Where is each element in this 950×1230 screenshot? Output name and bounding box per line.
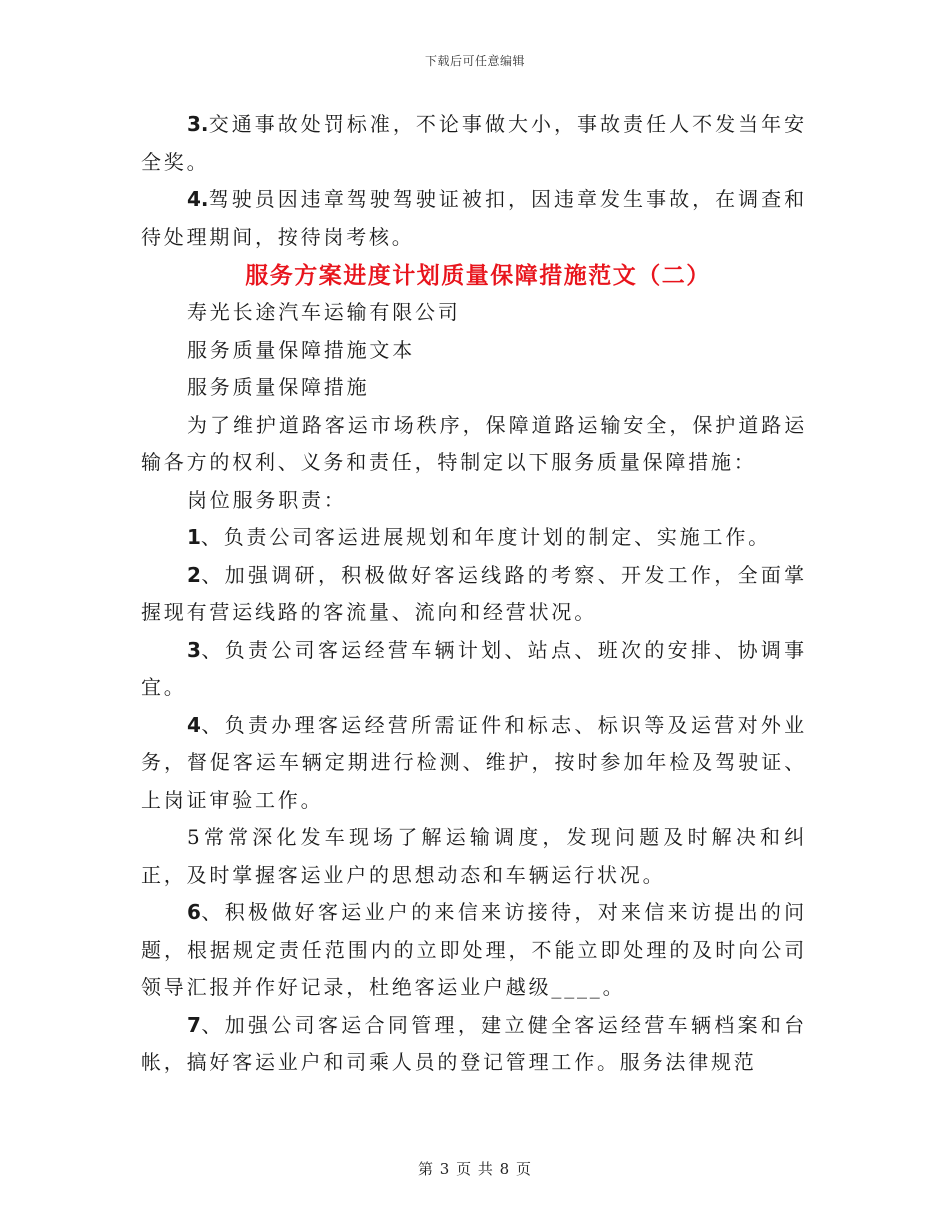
paragraph-text: 驾驶员因违章驾驶驾驶证被扣，因违章发生事故，在调查和待处理期间，按待岗考核。 — [141, 187, 807, 249]
paragraph-item-3 — [141, 106, 807, 181]
section-heading: 服务质量保障措施 — [187, 375, 370, 399]
section-title: 服务方案进度计划质量保障措施范文（二） — [245, 262, 711, 289]
duty-text: 5常常深化发车现场了解运输调度，发现问题及时解决和纠正，及时掌握客运业户的思想动态和车辆运行状况。 — [141, 825, 807, 887]
duty-text: 、负责办理客运经营所需证件和标志、标识等及运营对外业务，督促客运车辆定期进行检测、维护，按时参加年检及驾驶证、上岗证审验工作。 — [141, 712, 807, 812]
duty-item-4 — [141, 707, 807, 820]
duty-item-7 — [141, 1007, 807, 1082]
duties-heading: 岗位服务职责： — [187, 487, 347, 512]
duty-item-2 — [141, 557, 807, 632]
item-number: 6 — [187, 900, 201, 924]
page-footer: 第 3 页 共 8 页 — [418, 1160, 532, 1178]
document-body — [141, 106, 807, 1082]
duty-item-1 — [141, 519, 807, 557]
duty-text: 、负责公司客运进展规划和年度计划的制定、实施工作。 — [200, 525, 771, 549]
duty-item-6 — [141, 894, 807, 1007]
paragraph-item-4 — [141, 181, 807, 256]
item-number: 2 — [187, 562, 201, 587]
item-number: 1 — [187, 525, 201, 549]
duty-text: 、加强公司客运合同管理，建立健全客运经营车辆档案和台帐，搞好客运业户和司乘人员的登记管理工作。服务法律规范 — [141, 1012, 807, 1074]
item-number: 7 — [187, 1012, 201, 1037]
duty-item-3 — [141, 632, 807, 707]
item-number: 3. — [187, 112, 209, 136]
duty-text: 、加强调研，积极做好客运线路的考察、开发工作，全面掌握现有营运线路的客流量、流向和经营状况。 — [141, 562, 807, 624]
duty-text: 、积极做好客运业户的来信来访接待，对来信来访提出的问题，根据规定责任范围内的立即处理，不能立即处理的及时向公司领导汇报并作好记录，杜绝客运业户越级____。 — [141, 900, 807, 999]
duty-item-5 — [141, 819, 807, 894]
duty-text: 、负责公司客运经营车辆计划、站点、班次的安排、协调事宜。 — [141, 637, 807, 699]
document-subtitle: 服务质量保障措施文本 — [187, 337, 415, 362]
page-header: 下载后可任意编辑 — [424, 54, 525, 68]
company-name: 寿光长途汽车运输有限公司 — [187, 300, 461, 324]
paragraph-text: 交通事故处罚标准，不论事做大小，事故责任人不发当年安全奖。 — [141, 112, 807, 174]
item-number: 3 — [187, 637, 201, 662]
intro-paragraph: 为了维护道路客运市场秩序，保障道路运输安全，保护道路运输各方的权利、义务和责任，特制定以下服务质量保障措施： — [141, 412, 807, 474]
item-number: 4 — [187, 712, 201, 737]
item-number: 4. — [187, 187, 209, 211]
